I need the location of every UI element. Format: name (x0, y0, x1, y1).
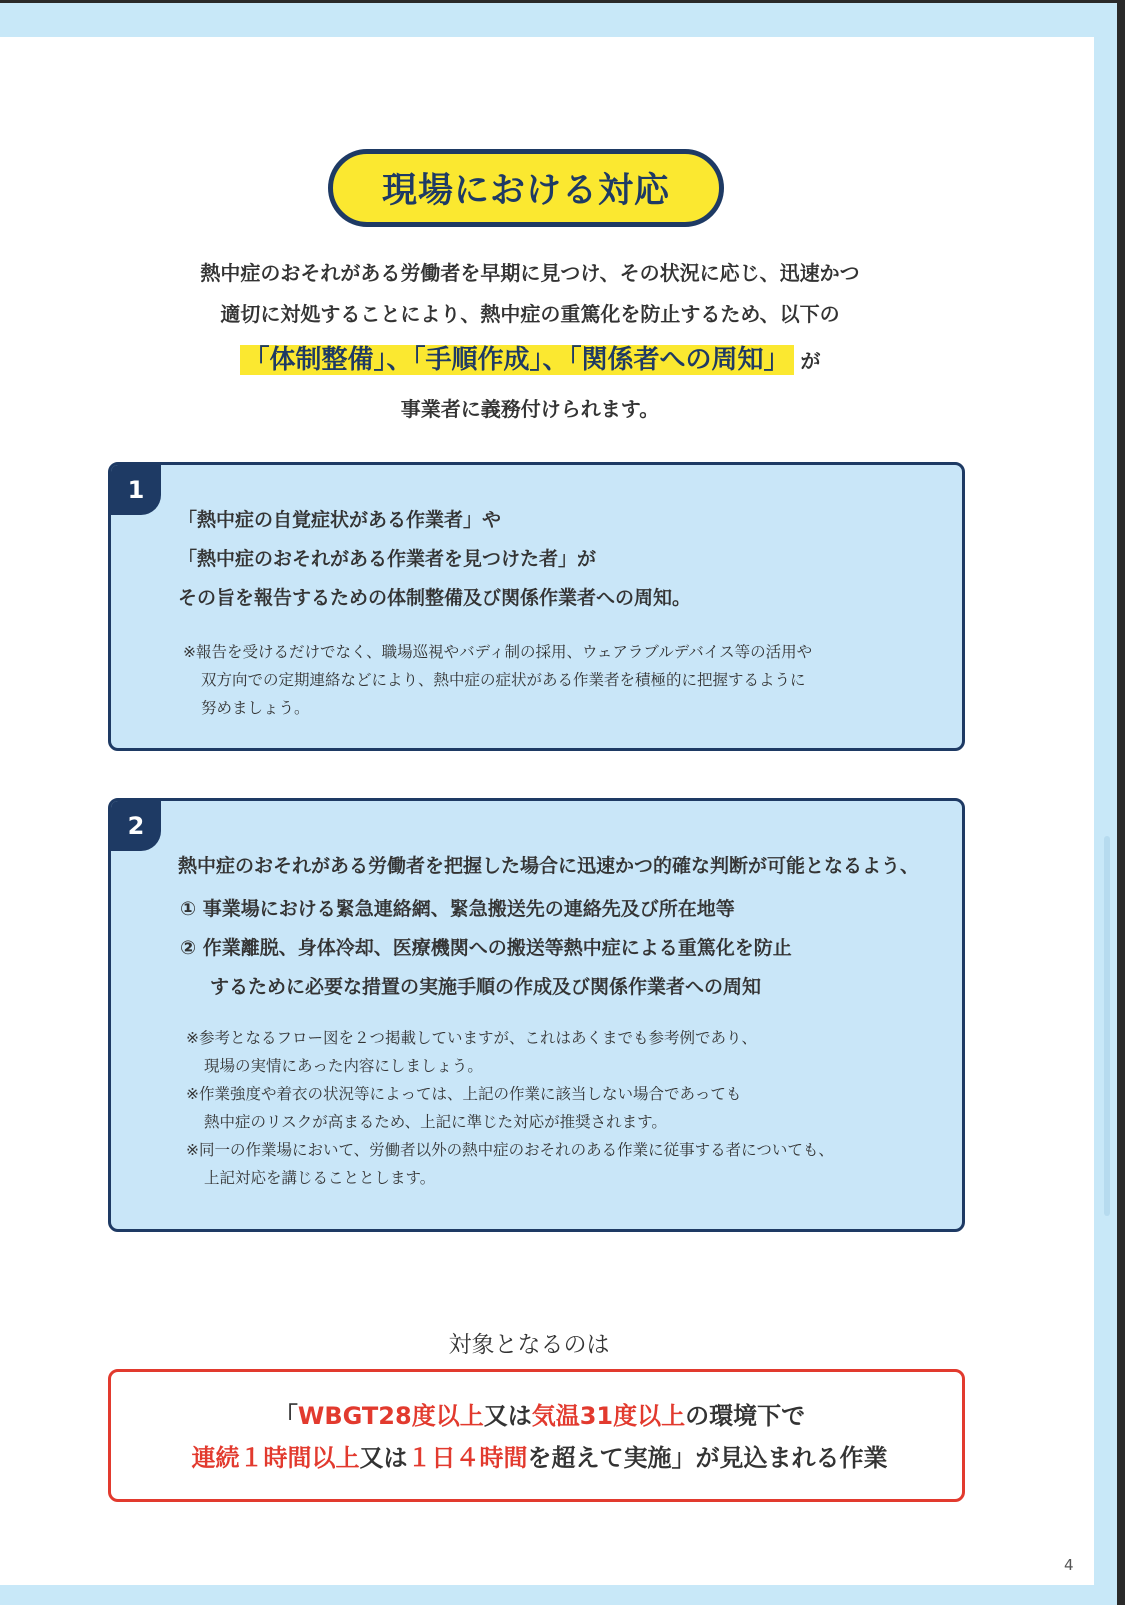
box2-note: 熱中症のリスクが高まるため、上記に準じた対応が推奨されます。 (204, 1113, 667, 1131)
intro-line-4: 事業者に義務付けられます。 (400, 397, 660, 421)
target-label: 対象となるのは (448, 1332, 610, 1358)
environment-text: の環境下で (685, 1402, 806, 1430)
box1-note: ※報告を受けるだけでなく、職場巡視やバディ制の採用、ウェアラブルデバイス等の活用や (183, 643, 813, 661)
page-number: 4 (1064, 1556, 1074, 1574)
quote-open: 「 (273, 1402, 298, 1430)
requirement-box-2 (108, 798, 965, 1232)
work-expected-text: を超えて実施」が見込まれる作業 (527, 1444, 888, 1472)
temperature-condition: 気温31度以上 (531, 1402, 686, 1430)
target-condition-line-1 (111, 1396, 968, 1431)
or-text: 又は (483, 1402, 532, 1430)
wbgt-condition: WBGT28度以上 (297, 1402, 484, 1430)
box2-note: 現場の実情にあった内容にしましょう。 (204, 1057, 483, 1075)
intro-line-3 (120, 339, 940, 376)
box1-note: 双方向での定期連絡などにより、熱中症の症状がある作業者を積極的に把握するように (201, 671, 806, 689)
box1-line: 「熱中症の自覚症状がある作業者」や (178, 509, 502, 531)
daily-hours-condition: １日４時間 (407, 1444, 528, 1472)
box2-note: 上記対応を講じることとします。 (204, 1169, 436, 1187)
section-title-badge (328, 149, 724, 227)
box1-note: 努めましょう。 (201, 699, 310, 717)
box-number-2: 2 (111, 801, 161, 851)
box2-item: ① 事業場における緊急連絡網、緊急搬送先の連絡先及び所在地等 (180, 898, 735, 920)
box2-note: ※作業強度や着衣の状況等によっては、上記の作業に該当しない場合であっても (186, 1085, 742, 1103)
intro-highlight: 「体制整備」、「手順作成」、「関係者への周知」 (240, 345, 794, 375)
box2-note: ※参考となるフロー図を２つ掲載していますが、これはあくまでも参考例であり、 (186, 1029, 757, 1047)
scrollbar[interactable] (1104, 836, 1110, 1216)
or-text: 又は (359, 1444, 408, 1472)
box1-line: 「熱中症のおそれがある作業者を見つけた者」が (178, 548, 597, 570)
target-condition-box (108, 1369, 965, 1502)
box2-item: するために必要な措置の実施手順の作成及び関係作業者への周知 (210, 976, 762, 998)
box2-item: ② 作業離脱、身体冷却、医療機関への搬送等熱中症による重篤化を防止 (180, 937, 792, 959)
box-number-1: 1 (111, 465, 161, 515)
target-condition-line-2 (111, 1438, 968, 1473)
requirement-box-1 (108, 462, 965, 751)
right-border (1117, 0, 1125, 1605)
intro-line-1: 熱中症のおそれがある労働者を早期に見つけ、その状況に応じ、迅速かつ (200, 261, 860, 285)
box2-note: ※同一の作業場において、労働者以外の熱中症のおそれのある作業に従事する者についても、 (186, 1141, 834, 1159)
section-title: 現場における対応 (381, 171, 670, 211)
box2-lead: 熱中症のおそれがある労働者を把握した場合に迅速かつ的確な判断が可能となるよう、 (178, 855, 920, 877)
top-border (0, 0, 1125, 3)
intro-highlight-suffix: が (800, 349, 821, 373)
intro-line-2: 適切に対処することにより、熱中症の重篤化を防止するため、以下の (220, 302, 840, 326)
continuous-hour-condition: 連続１時間以上 (191, 1444, 360, 1472)
box1-line: その旨を報告するための体制整備及び関係作業者への周知。 (178, 587, 692, 609)
